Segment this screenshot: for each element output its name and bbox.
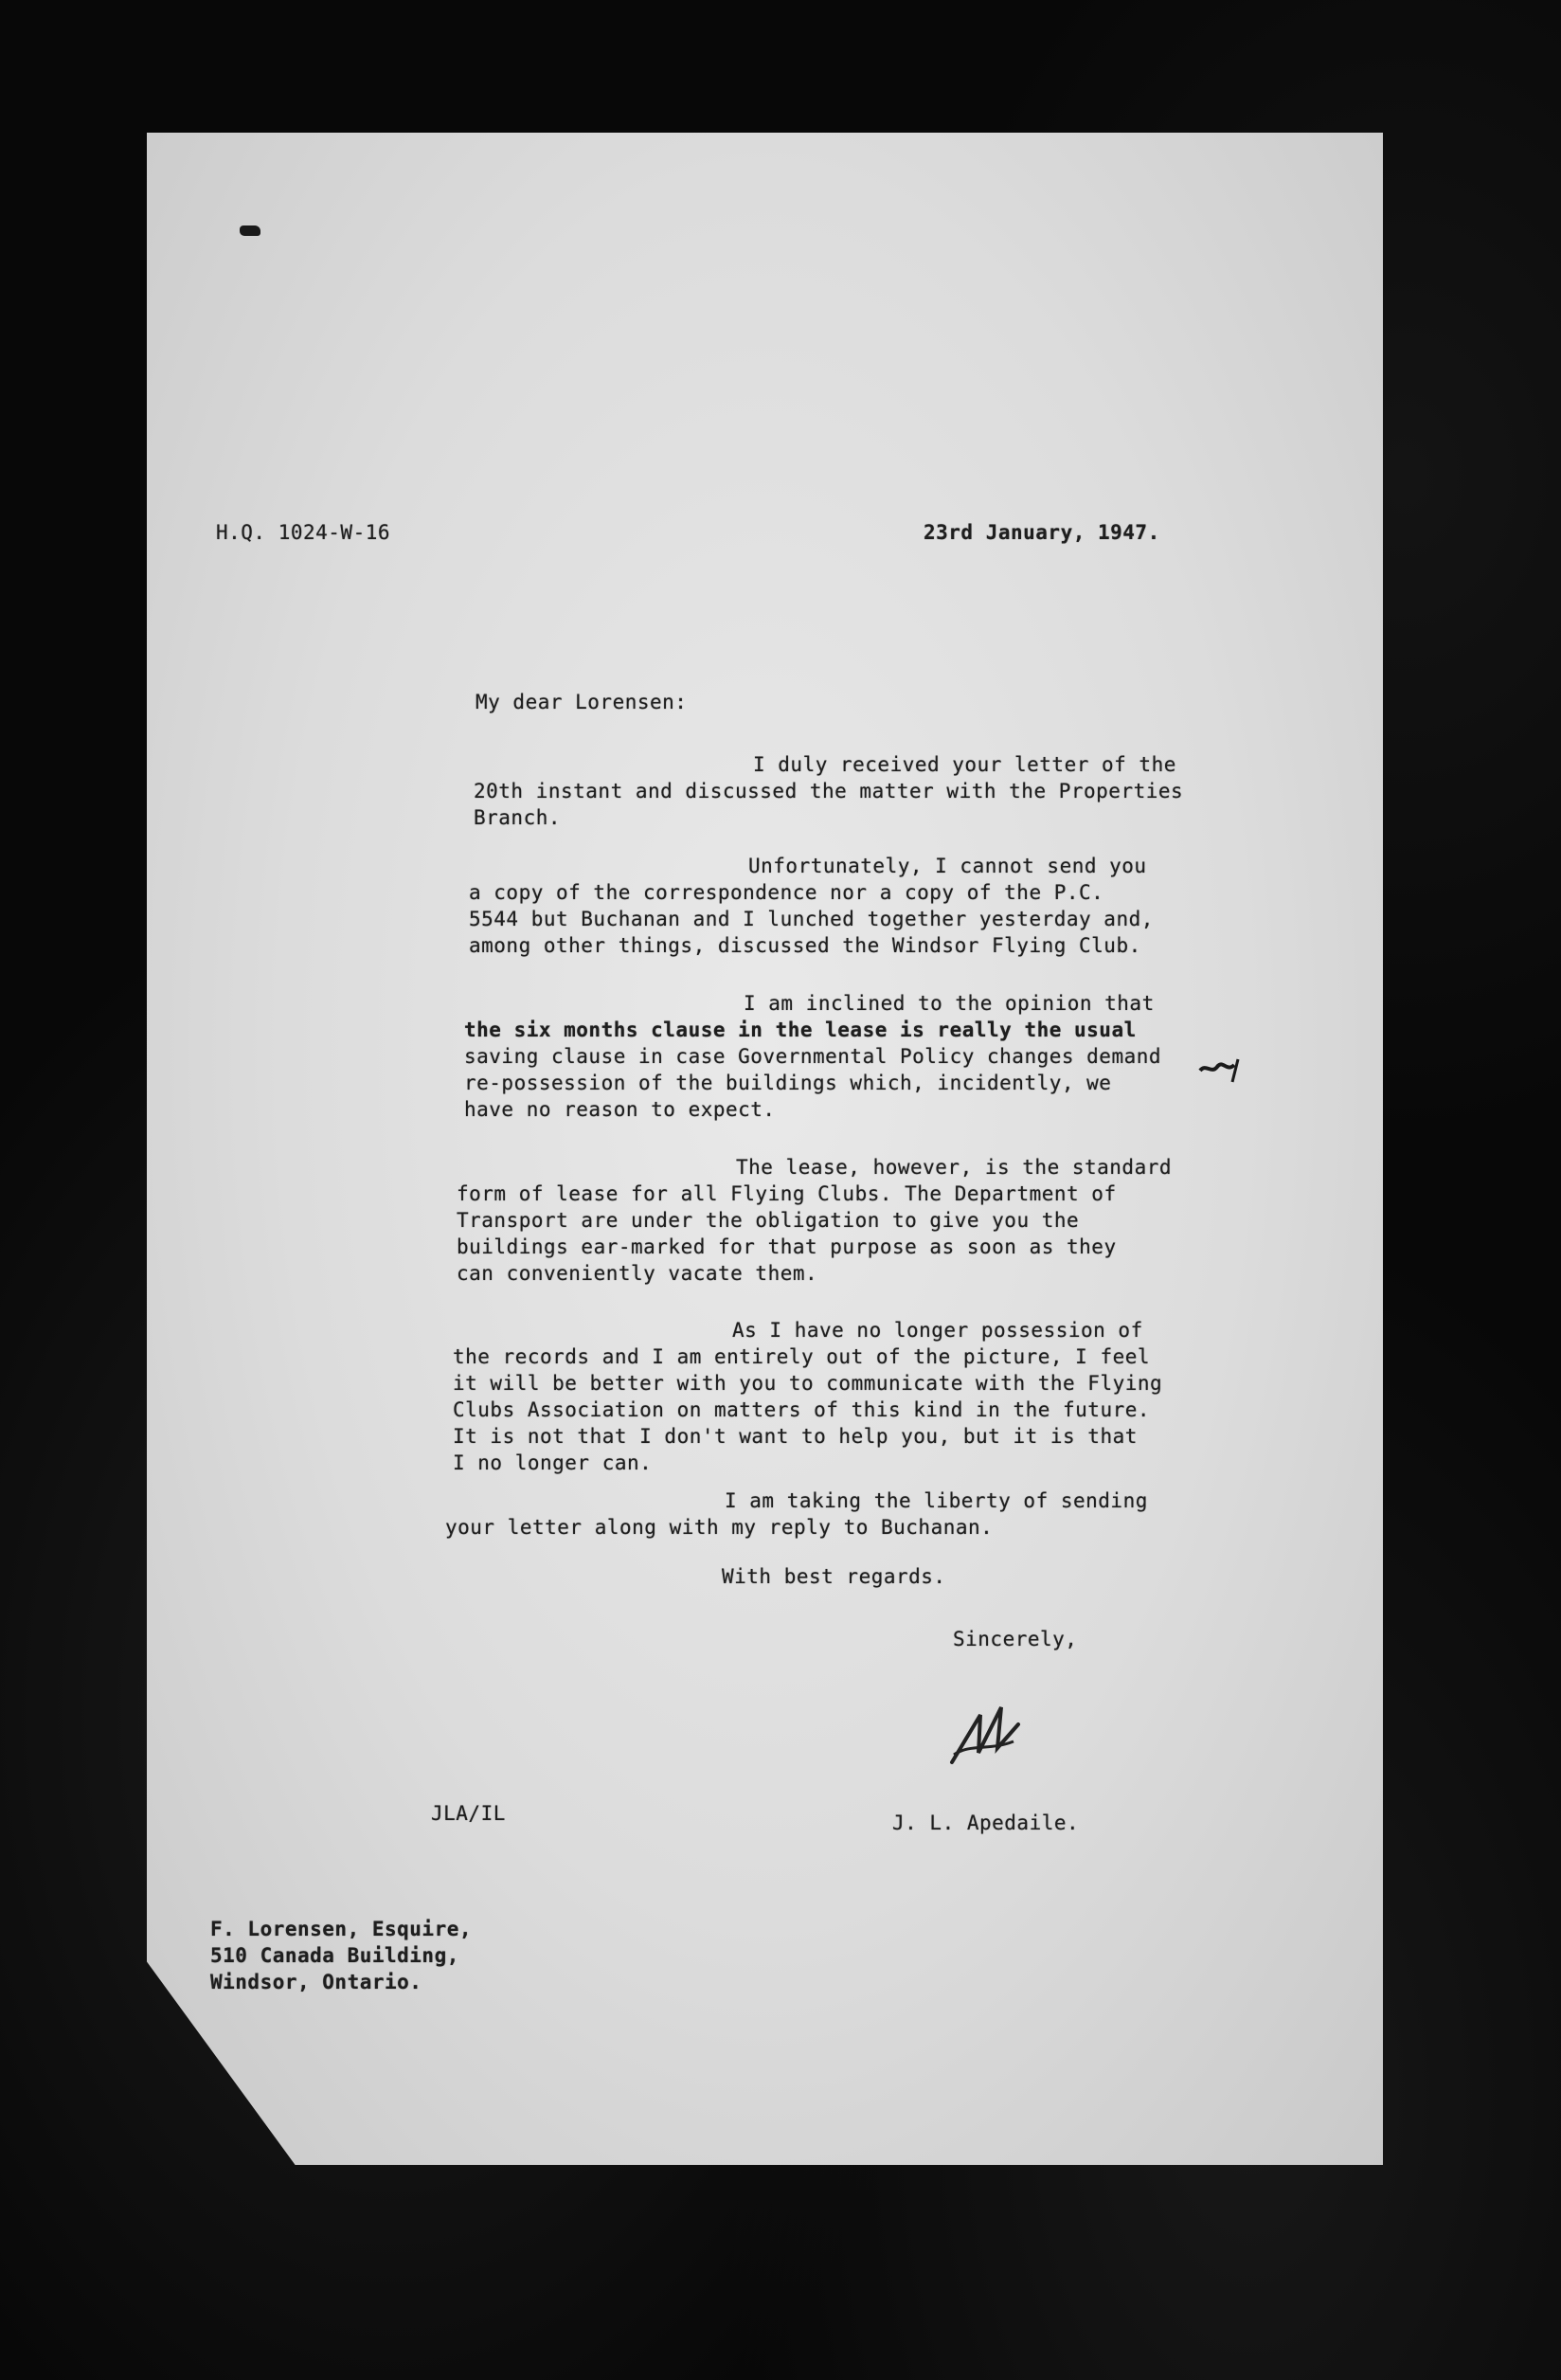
signatory-name: J. L. Apedaile. [892,1812,1080,1834]
paragraph-line: I no longer can. [453,1451,653,1474]
paragraph-line: I am taking the liberty of sending [725,1489,1148,1512]
paragraph-line: saving clause in case Governmental Policy changes demand [464,1045,1162,1068]
paragraph-line: a copy of the correspondence nor a copy of the P.C. [469,881,1104,904]
salutation: My dear Lorensen: [475,691,688,713]
address-line: F. Lorensen, Esquire, [210,1918,473,1940]
handwritten-signature [942,1696,1047,1772]
paragraph-line: re-possession of the buildings which, incidently, we [464,1072,1112,1094]
paragraph-line: 20th instant and discussed the matter with the Properties [474,780,1184,802]
paragraph-line: buildings ear-marked for that purpose as soon as they [457,1235,1117,1258]
paragraph-line: among other things, discussed the Windsor Flying Club. [469,934,1141,957]
paragraph-line: the six months clause in the lease is really the usual [464,1019,1137,1041]
paragraph-6 [445,1488,1148,1541]
address-line: Windsor, Ontario. [210,1971,422,1993]
paragraph-3 [464,990,1161,1123]
paragraph-line: Branch. [474,806,562,829]
paragraph-line: can conveniently vacate them. [457,1262,818,1285]
paragraph-1 [474,751,1183,831]
paragraph-line: Unfortunately, I cannot send you [748,855,1147,877]
address-line: 510 Canada Building, [210,1944,459,1967]
letter-page [147,133,1383,2165]
addressee-block [210,1916,472,1995]
paragraph-line: Transport are under the obligation to give you the [457,1209,1080,1232]
regards-line: With best regards. [722,1565,946,1588]
paragraph-2 [469,853,1154,959]
paragraph-line: It is not that I don't want to help you, but it is that [453,1425,1138,1448]
letter-date: 23rd January, 1947. [924,521,1160,544]
paragraph-line: As I have no longer possession of [732,1319,1143,1342]
paragraph-4 [457,1154,1172,1287]
paragraph-line: I am inclined to the opinion that [744,992,1155,1015]
paragraph-line: Clubs Association on matters of this kind in the future. [453,1398,1151,1421]
paragraph-line: it will be better with you to communicate with the Flying [453,1372,1163,1395]
paragraph-line: 5544 but Buchanan and I lunched together yesterday and, [469,908,1154,930]
file-reference: H.Q. 1024-W-16 [216,521,391,544]
margin-correction-mark [1198,1050,1255,1088]
initials-reference: JLA/IL [431,1802,506,1825]
paragraph-5 [453,1317,1162,1476]
paragraph-line: your letter along with my reply to Buchanan. [445,1516,994,1539]
paragraph-line: the records and I am entirely out of the picture, I feel [453,1345,1151,1368]
ink-blot [240,225,260,236]
paragraph-line: The lease, however, is the standard [736,1156,1173,1179]
paragraph-line: have no reason to expect. [464,1098,776,1121]
closing-line: Sincerely, [953,1628,1078,1650]
paragraph-line: I duly received your letter of the [753,753,1176,776]
paragraph-line: form of lease for all Flying Clubs. The Department of [457,1182,1117,1205]
